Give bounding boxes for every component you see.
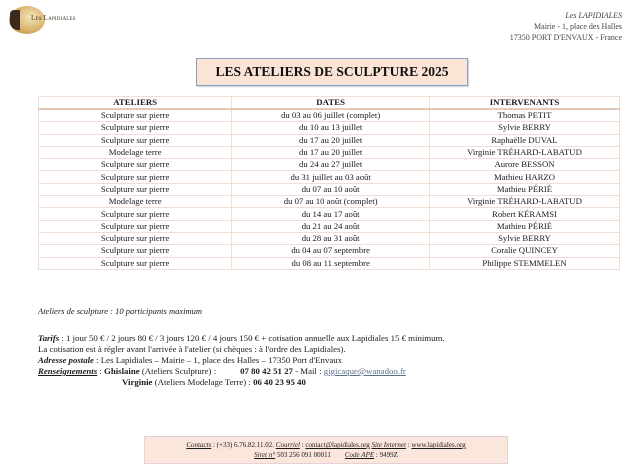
cell-atelier: Sculpture sur pierre: [39, 183, 232, 195]
table-row: [39, 183, 620, 195]
table-row: [39, 257, 620, 269]
table-row: [39, 245, 620, 257]
contact2-line: [38, 377, 445, 388]
cell-intervenant: Mathieu PÉRIÉ: [429, 183, 619, 195]
cell-intervenant: Virginie TRÉHARD-LABATUD: [429, 146, 619, 158]
footer-phone: : (+33) 6.76.82.11.02.: [211, 441, 276, 449]
cell-dates: du 21 au 24 août: [232, 220, 430, 232]
table-row: [39, 208, 620, 220]
org-address-line2: 17350 PORT D'ENVAUX - France: [509, 33, 622, 42]
cell-atelier: Sculpture sur pierre: [39, 220, 232, 232]
schedule-table: [38, 96, 620, 270]
footer-line1: Contacts : (+33) 6.76.82.11.02. Courriel : contact@lapidiales.org Site Internet : www.lapidiales.org: [186, 441, 466, 449]
contact2-name: Virginie: [122, 377, 153, 387]
cell-dates: du 04 au 07 septembre: [232, 245, 430, 257]
footer-site-label: Site Internet: [371, 441, 406, 449]
table-row: [39, 122, 620, 134]
logo-text: Les Lapidiales: [31, 14, 76, 22]
mail-label: - Mail :: [292, 366, 324, 376]
table-row: [39, 159, 620, 171]
footer-courriel-label: Courriel: [275, 441, 300, 449]
footer-email-link[interactable]: contact@lapidiales.org: [305, 441, 370, 449]
cell-atelier: Sculpture sur pierre: [39, 208, 232, 220]
contact1-role: (Ateliers Sculpture) :: [139, 366, 217, 376]
footer-ape: : 9499Z: [374, 451, 398, 459]
contact-mail-link[interactable]: gigicaque@wanadoo.fr: [323, 366, 406, 376]
cell-intervenant: Mathieu HARZO: [429, 171, 619, 183]
cell-intervenant: Sylvie BERRY: [429, 122, 619, 134]
cell-atelier: Sculpture sur pierre: [39, 257, 232, 269]
footer-ape-label: Code APE: [344, 451, 375, 459]
table-row: [39, 171, 620, 183]
logo-sculpture-icon: [10, 10, 20, 30]
cell-intervenant: Coralie QUINCEY: [429, 245, 619, 257]
table-row: [39, 109, 620, 122]
cell-atelier: Sculpture sur pierre: [39, 159, 232, 171]
page-title: LES ATELIERS DE SCULPTURE 2025: [196, 58, 468, 86]
table-row: [39, 134, 620, 146]
cell-intervenant: Aurore BESSON: [429, 159, 619, 171]
renseignements-line: Renseignements : Ghislaine (Ateliers Sculpture) : 07 80 42 51 27 - Mail : gigicaque@wanadoo.fr: [38, 366, 406, 376]
header-dates: DATES: [232, 97, 430, 110]
cell-intervenant: Thomas PETIT: [429, 109, 619, 122]
footer-site-link[interactable]: www.lapidiales.org: [411, 441, 466, 449]
table-header-row: [39, 97, 620, 110]
contact2-phone: 06 40 23 95 40: [253, 377, 306, 387]
cell-dates: du 03 au 06 juillet (complet): [232, 109, 430, 122]
cell-dates: du 28 au 31 août: [232, 232, 430, 244]
cell-dates: du 10 au 13 juillet: [232, 122, 430, 134]
org-address-block: [510, 10, 622, 43]
org-address-line1: Mairie - 1, place des Halles: [534, 22, 622, 31]
cell-atelier: Sculpture sur pierre: [39, 245, 232, 257]
tarifs-text: : 1 jour 50 € / 2 jours 80 € / 3 jours 120 € / 4 jours 150 € + cotisation annuelle aux Lapidiales 15 € minimum.: [59, 333, 445, 343]
participants-note: Ateliers de sculpture : 10 participants maximum: [38, 306, 202, 316]
cell-intervenant: Philippe STEMMELEN: [429, 257, 619, 269]
table-row: [39, 232, 620, 244]
table-row: [39, 220, 620, 232]
cell-dates: du 31 juillet au 03 août: [232, 171, 430, 183]
org-name: Les LAPIDIALES: [565, 11, 622, 20]
contact1-phone: 07 80 42 51 27: [240, 366, 293, 376]
contact2-role: (Ateliers Modelage Terre) :: [152, 377, 254, 387]
tarifs-label: Tarifs: [38, 333, 60, 343]
lapidiales-logo: [9, 6, 76, 34]
cell-intervenant: Robert KÉRAMSI: [429, 208, 619, 220]
contact1-name: Ghislaine: [103, 366, 140, 376]
tarifs-line: [38, 333, 445, 344]
cell-atelier: Sculpture sur pierre: [39, 122, 232, 134]
table-row: [39, 146, 620, 158]
cell-dates: du 17 au 20 juillet: [232, 134, 430, 146]
cell-dates: du 07 au 10 août: [232, 183, 430, 195]
footer-siret-label: Siret n°: [254, 451, 276, 459]
info-block: [38, 333, 445, 388]
cell-dates: du 17 au 20 juillet: [232, 146, 430, 158]
cell-atelier: Modelage terre: [39, 196, 232, 208]
cell-intervenant: Sylvie BERRY: [429, 232, 619, 244]
footer-line2: [145, 450, 507, 460]
header-intervenants: INTERVENANTS: [429, 97, 619, 110]
cell-intervenant: Mathieu PÉRIÉ: [429, 220, 619, 232]
renseignements-label: Renseignements: [38, 366, 98, 376]
cell-intervenant: Raphaëlle DUVAL: [429, 134, 619, 146]
cell-intervenant: Virginie TRÉHARD-LABATUD: [429, 196, 619, 208]
footer-contact-box: [144, 436, 508, 464]
footer-siret: 503 256 091 00011: [275, 451, 331, 459]
cell-atelier: Sculpture sur pierre: [39, 171, 232, 183]
cotisation-line: La cotisation est à régler avant l'arrivée à l'atelier (si chèques : à l'ordre des Lapidiales).: [38, 344, 346, 354]
header-ateliers: ATELIERS: [39, 97, 232, 110]
adresse-line: [38, 355, 445, 366]
adresse-label: Adresse postale: [38, 355, 94, 365]
cell-dates: du 07 au 10 août (complet): [232, 196, 430, 208]
cell-dates: du 08 au 11 septembre: [232, 257, 430, 269]
footer-contacts-label: Contacts: [186, 441, 212, 449]
cell-dates: du 24 au 27 juillet: [232, 159, 430, 171]
cell-atelier: Sculpture sur pierre: [39, 134, 232, 146]
cell-dates: du 14 au 17 août: [232, 208, 430, 220]
cell-atelier: Sculpture sur pierre: [39, 232, 232, 244]
table-row: [39, 196, 620, 208]
adresse-text: : Les Lapidiales – Mairie – 1, place des Halles – 17350 Port d'Envaux: [93, 355, 343, 365]
cell-atelier: Sculpture sur pierre: [39, 109, 232, 122]
cell-atelier: Modelage terre: [39, 146, 232, 158]
